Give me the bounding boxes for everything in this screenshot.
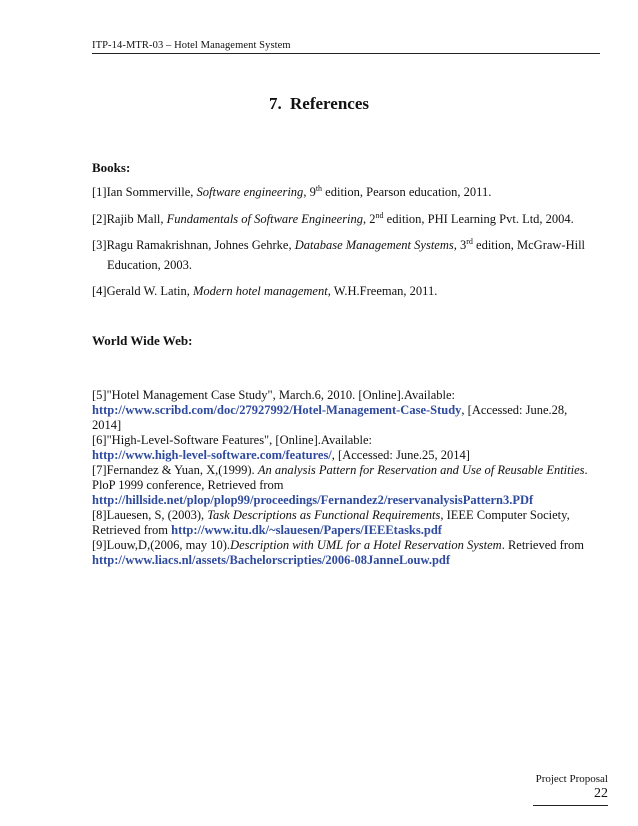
- reference-8-line-2: Retrieved from http://www.itu.dk/~slauesen/Papers/IEEEtasks.pdf: [92, 523, 442, 537]
- reference-7-line-3: [92, 493, 602, 508]
- reference-5-line-2: http://www.scribd.com/doc/27927992/Hotel-Management-Case-Study, [Accessed: June.28,: [92, 403, 568, 417]
- web-heading: World Wide Web:: [92, 333, 193, 348]
- reference-5-line-1: [5]"Hotel Management Case Study", March.6, 2010. [Online].Available:: [92, 388, 456, 402]
- reference-8-link[interactable]: http://www.itu.dk/~slauesen/Papers/IEEEtasks.pdf: [171, 523, 442, 537]
- reference-4: [4]Gerald W. Latin, Modern hotel management, W.H.Freeman, 2011.: [92, 284, 438, 298]
- page-title: [0, 94, 638, 114]
- reference-7-line-2: PloP 1999 conference, Retrieved from: [92, 478, 284, 492]
- reference-9-link[interactable]: http://www.liacs.nl/assets/Bachelorscripties/2006-08JanneLouw.pdf: [92, 553, 451, 567]
- reference-9-line-2: [92, 553, 602, 568]
- web-references: [92, 388, 602, 568]
- section-title: References: [290, 94, 369, 113]
- footer-rule: [533, 805, 608, 806]
- reference-2: [2]Rajib Mall, Fundamentals of Software Engineering, 2nd edition, PHI Learning Pvt. Ltd, 2004.: [92, 211, 574, 226]
- reference-7-line-1: [7]Fernandez & Yuan, X,(1999). An analysis Pattern for Reservation and Use of Reusable Entities.: [92, 463, 588, 477]
- reference-7-link[interactable]: http://hillside.net/plop/plop99/proceedings/Fernandez2/reservanalysisPattern3.PDf: [92, 493, 534, 507]
- reference-3-continuation: Education, 2003.: [107, 258, 193, 272]
- reference-9-line-1: [9]Louw,D,(2006, may 10).Description with UML for a Hotel Reservation System. Retrieved from: [92, 538, 584, 552]
- reference-6-link[interactable]: http://www.high-level-software.com/features/: [92, 448, 332, 462]
- reference-8-line-1: [8]Lauesen, S, (2003), Task Descriptions as Functional Requirements, IEEE Computer Society,: [92, 508, 570, 522]
- reference-1: [1]Ian Sommerville, Software engineering, 9th edition, Pearson education, 2011.: [92, 184, 492, 199]
- reference-5-link[interactable]: http://www.scribd.com/doc/27927992/Hotel-Management-Case-Study: [92, 403, 462, 417]
- reference-5-line-3: 2014]: [92, 418, 122, 432]
- section-number: 7.: [269, 94, 282, 113]
- reference-6-line-2: http://www.high-level-software.com/features/, [Accessed: June.25, 2014]: [92, 448, 470, 462]
- books-heading: Books:: [92, 160, 131, 175]
- running-header: ITP-14-MTR-03 – Hotel Management System: [92, 40, 291, 51]
- page-number: 22: [594, 786, 608, 801]
- reference-3: [3]Ragu Ramakrishnan, Johnes Gehrke, Database Management Systems, 3rd edition, McGraw-Hill Education, 2003.: [92, 235, 602, 275]
- header-rule: [92, 53, 600, 54]
- reference-6-line-1: [6]"High-Level-Software Features", [Online].Available:: [92, 433, 373, 447]
- footer-label: Project Proposal: [535, 773, 608, 785]
